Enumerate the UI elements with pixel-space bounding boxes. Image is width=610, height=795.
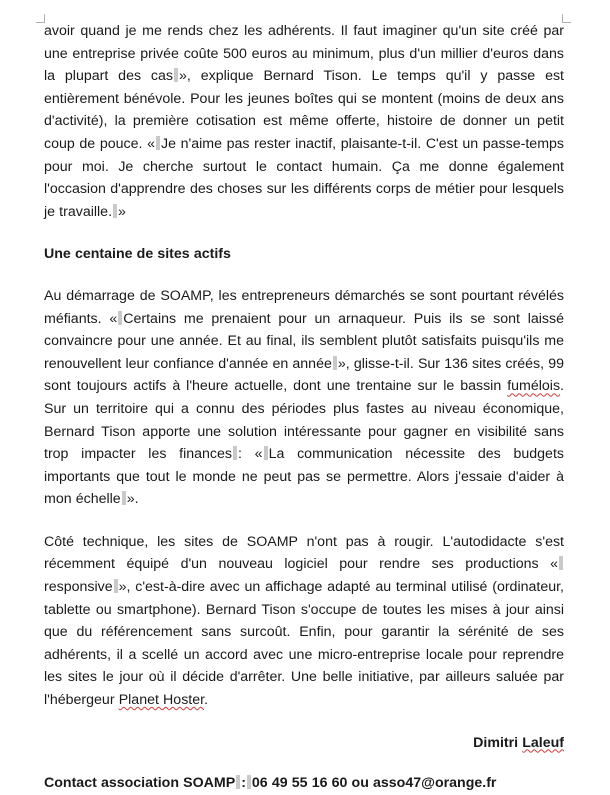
contact-colon: : (241, 775, 246, 792)
nbsp-marker (118, 311, 122, 325)
paragraph-3-text-a: Côté technique, les sites de SOAMP n'ont pas à rougir. L'autodidacte s'est récemment équipé d'un nouveau logiciel pour rendre ses productions « (44, 533, 564, 573)
nbsp-marker (113, 204, 117, 218)
author-first-name: Dimitri (473, 734, 523, 751)
paragraph-2-text-e: : « (238, 446, 263, 463)
paragraph-1 (44, 20, 564, 223)
section-heading: Une centaine de sites actifs (44, 246, 231, 263)
paragraph-1-text-d: » (118, 203, 126, 220)
paragraph-2-text-g: ». (126, 491, 139, 508)
paragraph-1-text-a: avoir quand je me rends chez les adhérents. Il faut imaginer qu'un site créé par une entreprise privée coûte 500 euros au minimum, plus d'un millier d'euros dans la plupart des cas (44, 23, 564, 85)
nbsp-marker (559, 556, 563, 570)
contact-details: 06 49 55 16 60 ou asso47@orange.fr (251, 775, 497, 792)
paragraph-3-text-c: », c'est-à-dire avec un affichage adapté au terminal utilisé (ordinateur, tablette ou smartphone). Bernard Tison s'occupe de toutes les mises à jour ainsi que du référencement sans surcoût. Enfin, pour garantir la sérénité de ses adhérents, il a scellé un accord avec une micro-entreprise locale pour reprendre les sites le jour où il décide d'arrêter. Une belle initiative, par ailleurs saluée par l'hébergeur (44, 579, 564, 709)
nbsp-marker (236, 775, 240, 789)
paragraph-1-text-c: Je n'aime pas rester inactif, plaisante-t-il. C'est un passe-temps pour moi. Je cherche surtout le contact humain. Ça me donne également l'occasion d'apprendre des choses sur les différents corps de métier pour lesquels je travaille. (44, 135, 564, 220)
paragraph-2-text-b: Certains me prenaient pour un arnaqueur. Puis ils se sont laissé convaincre pour une année. Et au final, ils semblent plutôt satisfaits puisqu'ils me renouvellent leur confiance d'année en année (44, 310, 565, 372)
paragraph-2-text-d: . Sur un territoire qui a connu des périodes plus fastes au niveau économique, Bernard Tison apporte une solution intéressante pour gagner en visibilité sans trop impacter les finances (44, 378, 564, 463)
paragraph-3-text-d: . (204, 692, 209, 709)
nbsp-marker (122, 491, 126, 505)
paragraph-1-text-b: », explique Bernard Tison. Le temps qu'il y passe est entièrement bénévole. Pour les jeunes boîtes qui se montent (moins de deux ans d'activité), la première cotisation est même offerte, histoire de donner un petit coup de pouce. « (44, 68, 564, 152)
contact-line (44, 772, 564, 795)
spellcheck-word-fumelois[interactable]: fumélois (507, 378, 561, 395)
paragraph-3 (44, 531, 564, 712)
paragraph-2 (44, 285, 564, 511)
nbsp-marker (114, 579, 118, 593)
nbsp-marker (174, 68, 178, 82)
contact-label: Contact association SOAMP (44, 775, 236, 792)
spellcheck-word-laleuf[interactable]: Laleuf (522, 734, 564, 751)
author-signature (44, 732, 564, 755)
document-page[interactable] (44, 20, 564, 795)
spellcheck-word-planet-hoster[interactable]: Planet Hoster (118, 692, 205, 709)
nbsp-marker (333, 356, 337, 370)
nbsp-marker (264, 446, 268, 460)
paragraph-2-text-c: », glisse-t-il. Sur 136 sites créés, 99 sont toujours actifs à l'heure actuelle, dont une trentaine sur le bassin (44, 355, 564, 395)
paragraph-2-text-a: Au démarrage de SOAMP, les entrepreneurs démarchés se sont pourtant révélés méfiants. « (44, 287, 564, 327)
nbsp-marker (233, 446, 237, 460)
nbsp-marker (247, 775, 251, 789)
paragraph-3-text-b: responsive (44, 579, 113, 596)
paragraph-2-text-f: La communication nécessite des budgets importants que tout le monde ne peut pas se permettre. Alors j'essaie d'aider à mon échelle (44, 446, 564, 508)
nbsp-marker (156, 136, 160, 150)
